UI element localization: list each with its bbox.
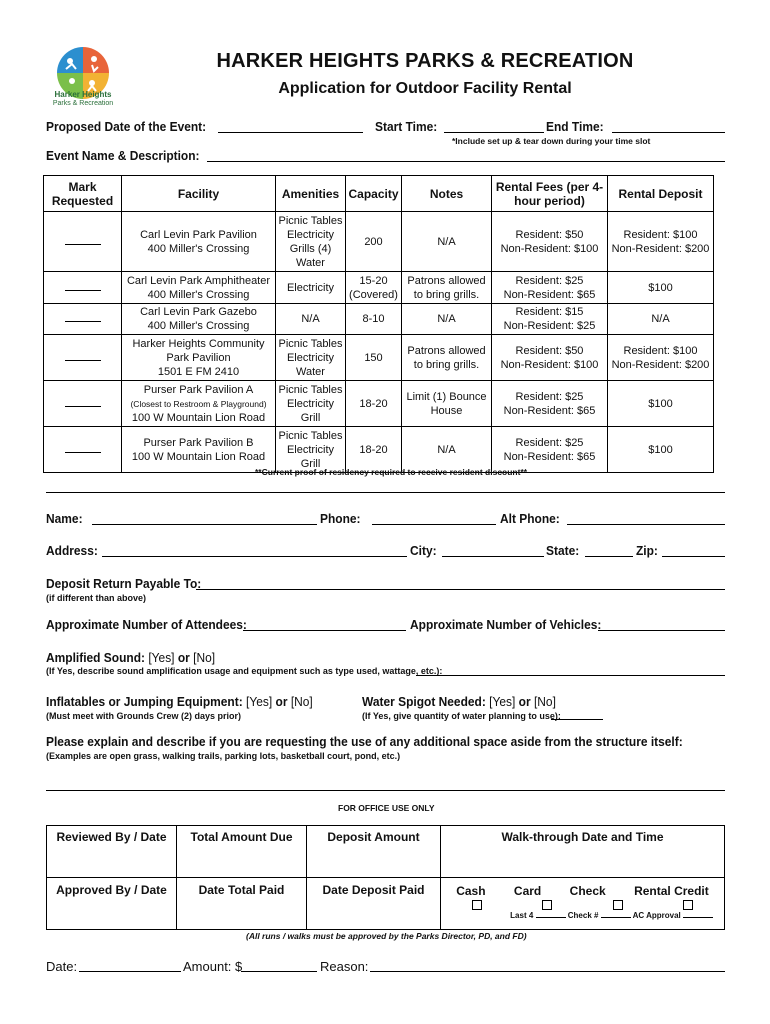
deposit-line: $100 (648, 397, 673, 410)
fees-line: Resident: $25 (515, 274, 584, 287)
amplified-details-field[interactable] (416, 675, 725, 676)
vehicles-field[interactable] (598, 630, 725, 631)
amenities-cell (276, 427, 346, 473)
phone-field[interactable] (372, 524, 496, 525)
name-label: Name: (46, 511, 83, 526)
total-due-label: Total Amount Due (190, 830, 293, 844)
amenities-cell (276, 212, 346, 272)
notes-cell (402, 272, 492, 304)
facility-line: Carl Levin Park Gazebo (140, 306, 257, 318)
city-field[interactable] (442, 556, 544, 557)
capacity-line: 18-20 (359, 443, 388, 456)
check-checkbox[interactable] (613, 900, 623, 910)
facility-line: Carl Levin Park Amphitheater (126, 274, 271, 287)
approved-by-label: Approved By / Date (56, 883, 167, 897)
notes-line: Patrons allowed (407, 344, 486, 357)
water-no-option[interactable]: [No] (533, 694, 556, 709)
fees-line: Non-Resident: $65 (503, 404, 596, 417)
event-name-field[interactable] (207, 161, 725, 162)
mark-requested-blank[interactable] (65, 290, 101, 291)
walkthrough-cell[interactable] (441, 826, 725, 878)
mark-requested-blank[interactable] (65, 452, 101, 453)
facility-line: (Closest to Restroom & Playground) (130, 398, 267, 409)
facility-line: 1501 E FM 2410 (157, 365, 240, 378)
fees-cell (492, 304, 608, 335)
notes-cell (402, 212, 492, 272)
divider-line (46, 492, 725, 493)
deposit-cell (608, 304, 714, 335)
facility-cell (122, 212, 276, 272)
check-no-label: Check # (567, 911, 599, 920)
deposit-cell (608, 272, 714, 304)
water-quantity-field[interactable] (551, 719, 603, 720)
facility-line: 100 W Mountain Lion Road (131, 450, 266, 463)
facility-line: Harker Heights Community (132, 337, 265, 350)
deposit-line: $100 (648, 443, 673, 456)
inflatables-note: (Must meet with Grounds Crew (2) days prior) (46, 711, 242, 721)
fees-line: Resident: $25 (515, 436, 584, 449)
amenities-cell (276, 381, 346, 427)
zip-field[interactable] (662, 556, 725, 557)
date-label: Date: (46, 959, 78, 974)
org-title: HARKER HEIGHTS PARKS & RECREATION (216, 50, 634, 72)
facility-cell (122, 381, 276, 427)
amenities-line: N/A (301, 313, 320, 325)
water-note: (If Yes, give quantity of water planning to use): (362, 711, 561, 721)
vehicles-label: Approximate Number of Vehicles: (410, 617, 602, 632)
fees-cell (492, 272, 608, 304)
address-field[interactable] (102, 556, 407, 557)
deposit-line: Non-Resident: $200 (611, 242, 710, 255)
deposit-cell (608, 381, 714, 427)
deposit-return-note: (if different than above) (46, 593, 147, 603)
capacity-line: 15-20 (359, 274, 388, 287)
fees-line: Non-Resident: $65 (503, 288, 596, 301)
event-name-label: Event Name & Description: (46, 148, 200, 163)
col-header-deposit: Rental Deposit (608, 176, 714, 212)
office-use-table (46, 825, 725, 930)
notes-line: N/A (437, 443, 456, 456)
phone-label: Phone: (320, 511, 361, 526)
cash-label: Cash (456, 884, 486, 898)
capacity-line: 150 (364, 351, 383, 364)
deposit-return-field[interactable] (196, 589, 725, 590)
amenities-line: Picnic Tables (278, 337, 343, 350)
facility-cell (122, 272, 276, 304)
notes-cell (402, 304, 492, 335)
table-row (44, 212, 714, 272)
state-field[interactable] (585, 556, 633, 557)
amenities-line: Picnic Tables (278, 429, 343, 442)
fees-line: Resident: $15 (515, 306, 584, 318)
fees-cell (492, 381, 608, 427)
fees-cell (492, 427, 608, 473)
col-header-amenities: Amenities (276, 176, 346, 212)
additional-space-examples: (Examples are open grass, walking trails, parking lots, basketball court, pond, etc.) (46, 751, 401, 761)
inflatables-question: Inflatables or Jumping Equipment: [Yes] or [No] (46, 694, 313, 709)
proposed-date-field[interactable] (218, 132, 363, 133)
reason-field[interactable] (370, 971, 725, 972)
capacity-cell (346, 272, 402, 304)
amenities-cell (276, 335, 346, 381)
notes-line: N/A (437, 313, 456, 325)
address-label: Address: (46, 543, 98, 558)
facility-line: 400 Miller's Crossing (147, 242, 250, 255)
attendees-field[interactable] (243, 630, 406, 631)
notes-line: House (430, 404, 463, 417)
mark-requested-cell[interactable] (44, 427, 122, 473)
fees-line: Non-Resident: $65 (503, 450, 596, 463)
deposit-line: Resident: $100 (623, 344, 698, 357)
amplified-no-option[interactable]: [No] (193, 650, 216, 665)
deposit-amount-cell[interactable] (307, 826, 441, 878)
amenities-line: Electricity (286, 397, 335, 410)
fees-line: Non-Resident: $25 (503, 320, 596, 332)
reason-label: Reason: (320, 959, 369, 974)
facility-line: Park Pavilion (166, 351, 231, 364)
facility-table (43, 175, 714, 473)
table-header-row (44, 176, 714, 212)
col-header-notes: Notes (402, 176, 492, 212)
fees-line: Non-Resident: $100 (500, 242, 599, 255)
additional-space-question: Please explain and describe if you are requesting the use of any additional space aside from the structure itself: (46, 734, 683, 749)
alt-phone-field[interactable] (567, 524, 725, 525)
check-label: Check (569, 884, 606, 898)
last4-label: Last 4 (510, 911, 534, 920)
mark-requested-blank[interactable] (65, 406, 101, 407)
reviewed-by-label: Reviewed By / Date (56, 830, 167, 844)
amenities-line: Grill (300, 411, 321, 424)
capacity-cell (346, 304, 402, 335)
ac-approval-field[interactable] (683, 917, 713, 918)
facility-line: Carl Levin Park Pavilion (140, 228, 257, 241)
col-header-capacity: Capacity (346, 176, 402, 212)
payment-method-cell (441, 878, 725, 930)
setup-note: *Include set up & tear down during your time slot (452, 136, 651, 146)
deposit-line: $100 (648, 281, 673, 294)
inflatables-no-option[interactable]: [No] (290, 694, 313, 709)
facility-line: 400 Miller's Crossing (147, 288, 250, 301)
facility-line: 100 W Mountain Lion Road (131, 411, 266, 424)
fees-line: Resident: $25 (515, 390, 584, 403)
deposit-line: Non-Resident: $200 (611, 358, 710, 371)
facility-cell (122, 304, 276, 335)
table-row (44, 335, 714, 381)
approved-by-cell[interactable] (47, 878, 177, 930)
card-label: Card (513, 884, 542, 898)
end-time-label: End Time: (546, 119, 604, 134)
col-header-mark: Mark Requested (44, 176, 122, 212)
fees-line: Resident: $50 (515, 228, 584, 241)
last4-field[interactable] (536, 917, 566, 918)
deposit-cell (608, 335, 714, 381)
capacity-cell (346, 212, 402, 272)
amount-field[interactable] (241, 971, 317, 972)
capacity-line: 8-10 (362, 313, 385, 325)
amenities-cell (276, 272, 346, 304)
notes-line: Limit (1) Bounce (406, 390, 487, 403)
deposit-cell (608, 212, 714, 272)
logo-text-line-2: Parks & Recreation (52, 100, 114, 107)
table-row (44, 427, 714, 473)
mark-requested-cell[interactable] (44, 272, 122, 304)
mark-requested-blank[interactable] (65, 244, 101, 245)
mark-requested-blank[interactable] (65, 360, 101, 361)
reviewed-by-cell[interactable] (47, 826, 177, 878)
col-header-fees: Rental Fees (per 4-hour period) (492, 176, 608, 212)
deposit-amount-label: Deposit Amount (327, 830, 420, 844)
date-total-paid-cell[interactable] (177, 878, 307, 930)
amenities-line: Electricity (286, 351, 335, 364)
deposit-line: N/A (651, 313, 670, 325)
fees-line: Non-Resident: $100 (500, 358, 599, 371)
deposit-line: Resident: $100 (623, 228, 698, 241)
fees-cell (492, 335, 608, 381)
notes-cell (402, 381, 492, 427)
water-yes-option[interactable]: [Yes] (489, 694, 516, 709)
notes-line: N/A (437, 235, 456, 248)
deposit-return-label: Deposit Return Payable To: (46, 576, 202, 591)
amenities-line: Electricity (286, 228, 335, 241)
col-header-facility: Facility (122, 176, 276, 212)
fees-cell (492, 212, 608, 272)
amenities-line: Picnic Tables (278, 214, 343, 227)
amenities-line: Grills (4) (289, 242, 332, 255)
check-no-field[interactable] (601, 917, 631, 918)
table-row (44, 381, 714, 427)
form-title: Application for Outdoor Facility Rental (278, 80, 572, 97)
amenities-line: Picnic Tables (278, 383, 343, 396)
logo-text-line-1: Harker Heights (54, 90, 112, 99)
capacity-line: 18-20 (359, 397, 388, 410)
amenities-cell (276, 304, 346, 335)
total-due-cell[interactable] (177, 826, 307, 878)
office-use-title: FOR OFFICE USE ONLY (338, 803, 435, 813)
mark-requested-cell[interactable] (44, 212, 122, 272)
start-time-label: Start Time: (375, 119, 438, 134)
name-field[interactable] (92, 524, 317, 525)
date-total-paid-label: Date Total Paid (198, 883, 285, 897)
notes-line: to bring grills. (413, 288, 480, 301)
amenities-line: Water (296, 256, 325, 269)
walkthrough-label: Walk-through Date and Time (501, 830, 664, 844)
mark-requested-cell[interactable] (44, 304, 122, 335)
facility-cell (122, 427, 276, 473)
capacity-cell (346, 381, 402, 427)
capacity-cell (346, 427, 402, 473)
amplified-yes-option[interactable]: [Yes] (148, 650, 175, 665)
end-time-field[interactable] (612, 132, 725, 133)
date-field[interactable] (79, 971, 181, 972)
state-label: State: (546, 543, 580, 558)
date-deposit-paid-label: Date Deposit Paid (322, 883, 425, 897)
facility-line: Purser Park Pavilion A (143, 383, 254, 396)
amplified-sound-question: Amplified Sound: [Yes] or [No] (46, 650, 216, 665)
table-row (44, 272, 714, 304)
residency-footnote: **Current proof of residency required to receive resident discount** (255, 467, 528, 477)
date-deposit-paid-cell[interactable] (307, 878, 441, 930)
cash-checkbox[interactable] (472, 900, 482, 910)
inflatables-yes-option[interactable]: [Yes] (246, 694, 273, 709)
logo-text (48, 90, 118, 108)
facility-cell (122, 335, 276, 381)
notes-cell (402, 335, 492, 381)
notes-line: Patrons allowed (407, 274, 486, 287)
amenities-line: Grill (300, 457, 321, 470)
capacity-cell (346, 335, 402, 381)
facility-line: Purser Park Pavilion B (143, 436, 254, 449)
start-time-field[interactable] (444, 132, 544, 133)
zip-label: Zip: (636, 543, 658, 558)
card-checkbox[interactable] (542, 900, 552, 910)
notes-cell (402, 427, 492, 473)
notes-line: to bring grills. (413, 358, 480, 371)
rental-credit-checkbox[interactable] (683, 900, 693, 910)
alt-phone-label: Alt Phone: (500, 511, 560, 526)
ac-approval-label: AC Approval (632, 911, 681, 920)
water-spigot-question: Water Spigot Needed: [Yes] or [No] (362, 694, 556, 709)
deposit-cell (608, 427, 714, 473)
amenities-line: Water (296, 365, 325, 378)
mark-requested-cell[interactable] (44, 381, 122, 427)
capacity-line: (Covered) (349, 288, 398, 301)
amount-label: Amount: $ (183, 959, 243, 974)
capacity-line: 200 (364, 235, 383, 248)
rental-credit-label: Rental Credit (634, 884, 709, 898)
city-label: City: (410, 543, 437, 558)
attendees-label: Approximate Number of Attendees: (46, 617, 247, 632)
proposed-date-label: Proposed Date of the Event: (46, 119, 207, 134)
runs-note: (All runs / walks must be approved by the Parks Director, PD, and FD) (246, 931, 527, 941)
facility-line: 400 Miller's Crossing (147, 320, 250, 332)
amplified-note: (If Yes, describe sound amplification usage and equipment such as type used, wattage, etc.): (46, 666, 443, 676)
table-row (44, 304, 714, 335)
additional-space-field[interactable] (46, 790, 725, 791)
mark-requested-blank[interactable] (65, 321, 101, 322)
fees-line: Resident: $50 (515, 344, 584, 357)
amenities-line: Electricity (286, 443, 335, 456)
amenities-line: Electricity (286, 281, 335, 294)
mark-requested-cell[interactable] (44, 335, 122, 381)
